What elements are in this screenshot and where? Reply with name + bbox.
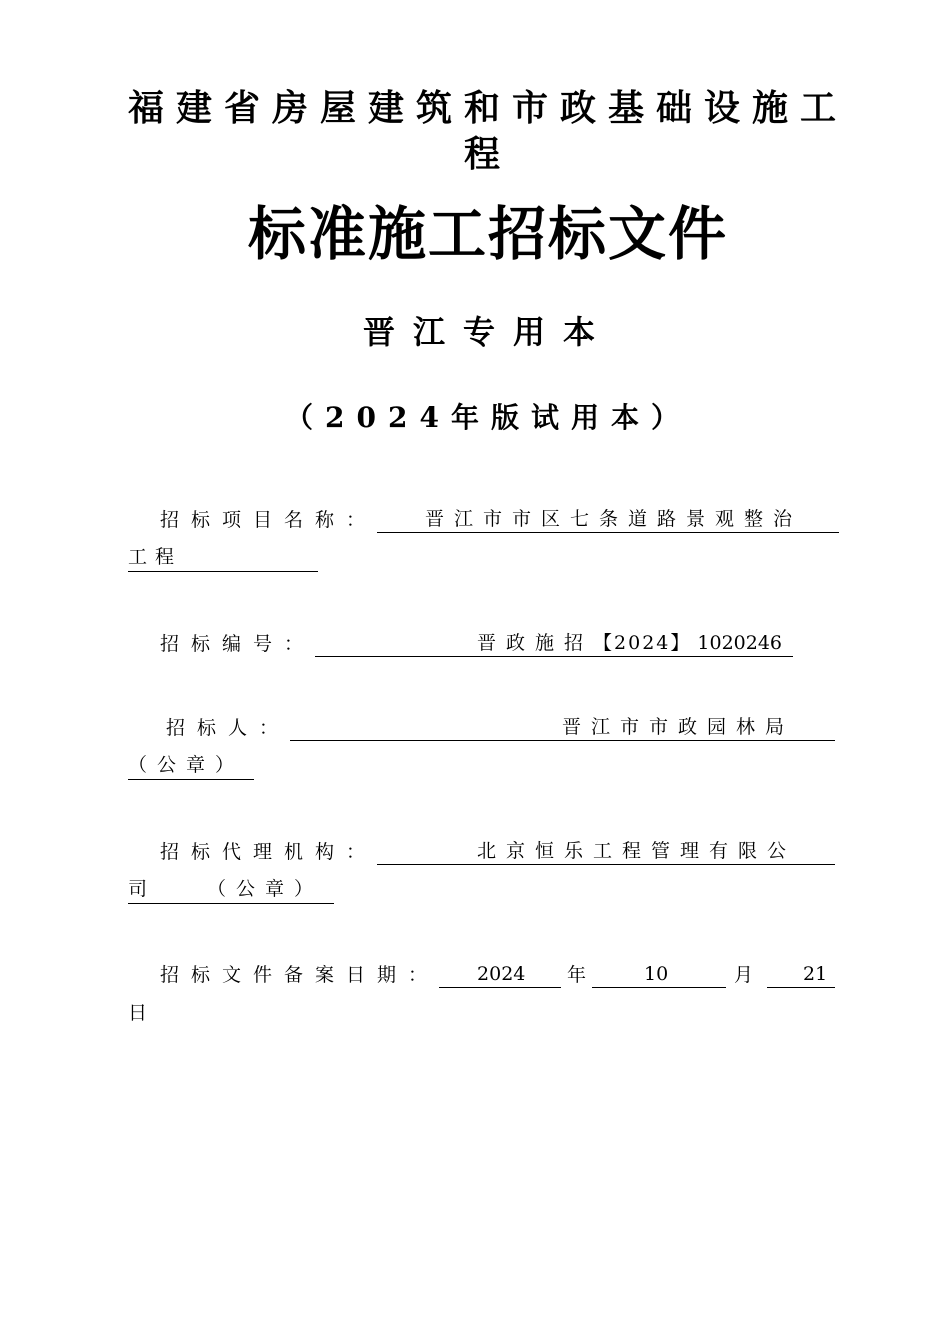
agency-label: 招标代理机构： [160, 841, 378, 863]
filing-date-day: 21 [767, 960, 835, 988]
project-name-label: 招标项目名称： [160, 509, 378, 531]
tender-number-label: 招标编号： [160, 633, 316, 655]
tender-number-value: 1020246 [697, 632, 783, 654]
main-title: 标准施工招标文件 [247, 200, 728, 268]
filing-date-year-unit: 年 [567, 964, 587, 986]
tenderer-row [166, 708, 835, 748]
tender-number-year: 【2024】 [593, 632, 692, 654]
tenderer-label: 招标人： [166, 717, 291, 739]
filing-date-day-unit-row [128, 993, 147, 1033]
filing-date-label: 招标文件备案日期： [160, 964, 440, 986]
agency-continuation-field [128, 875, 334, 904]
filing-date-month-unit: 月 [734, 964, 754, 986]
tender-number-row [160, 624, 793, 664]
agency-row [160, 832, 835, 872]
agency-seal: （公章） [207, 878, 324, 900]
agency-value-continued: 司 [128, 878, 156, 900]
filing-date-row [160, 955, 835, 995]
tenderer-value: 晋江市市政园林局 [290, 713, 835, 741]
title-line-2: 程 [463, 133, 512, 175]
tenderer-seal-row [128, 746, 254, 786]
agency-value: 北京恒乐工程管理有限公 [377, 837, 835, 865]
project-name-row [160, 500, 839, 540]
project-name-continuation-row [128, 538, 318, 578]
edition-note: （2024年版试用本） [285, 401, 691, 434]
agency-continuation-row [128, 870, 334, 910]
project-name-value-continued: 工程 [128, 543, 318, 572]
filing-date-day-unit: 日 [128, 1002, 148, 1024]
title-line-1: 福建省房屋建筑和市政基础设施工 [128, 87, 849, 129]
project-name-value: 晋江市市区七条道路景观整治 [377, 505, 839, 533]
tender-number-field [315, 629, 793, 657]
subtitle: 晋江专用本 [362, 313, 613, 351]
filing-date-month: 10 [592, 960, 726, 988]
filing-date-year: 2024 [439, 960, 561, 988]
tenderer-seal: （公章） [128, 751, 254, 780]
tender-number-prefix: 晋政施招 [477, 632, 594, 654]
